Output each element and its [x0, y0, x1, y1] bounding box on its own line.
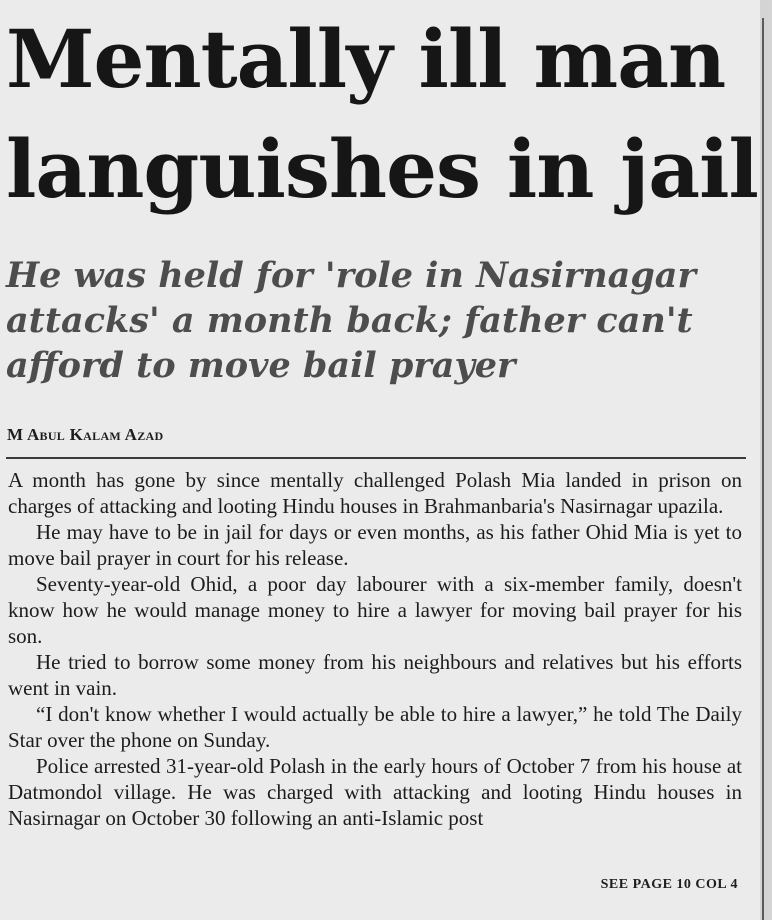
article-body [8, 467, 742, 831]
subheadline-line-3: afford to move bail prayer [6, 345, 516, 386]
byline-divider [6, 457, 746, 459]
paragraph: Police arrested 31-year-old Polash in the early hours of October 7 from his house at Datmondol village. He was charged with attacking and looting Hindu houses in Nasirnagar on October 30 following an anti-Islamic post [8, 754, 742, 830]
headline [6, 4, 756, 224]
paragraph: “I don't know whether I would actually be able to hire a lawyer,” he told The Daily Star over the phone on Sunday. [8, 702, 742, 752]
subheadline [6, 253, 756, 388]
paragraph: Seventy-year-old Ohid, a poor day labourer with a six-member family, doesn't know how he would manage money to hire a lawyer for moving bail prayer for his son. [8, 572, 742, 648]
column-edge-rule [762, 18, 764, 920]
headline-line-1: Mentally ill man [6, 12, 726, 106]
subheadline-line-2: attacks' a month back; father can't [6, 300, 693, 341]
paragraph: He may have to be in jail for days or even months, as his father Ohid Mia is yet to move bail prayer in court for his release. [8, 520, 742, 570]
subheadline-line-1: He was held for 'role in Nasirnagar [6, 255, 696, 296]
byline: M Abul Kalam Azad [7, 425, 164, 444]
paragraph: A month has gone by since mentally challenged Polash Mia landed in prison on charges of attacking and looting Hindu houses in Brahmanbaria's Nasirnagar upazila. [8, 468, 742, 518]
continuation-note: SEE PAGE 10 COL 4 [600, 877, 738, 892]
headline-line-2: languishes in jail [6, 122, 758, 216]
paragraph: He tried to borrow some money from his neighbours and relatives but his efforts went in vain. [8, 650, 742, 700]
